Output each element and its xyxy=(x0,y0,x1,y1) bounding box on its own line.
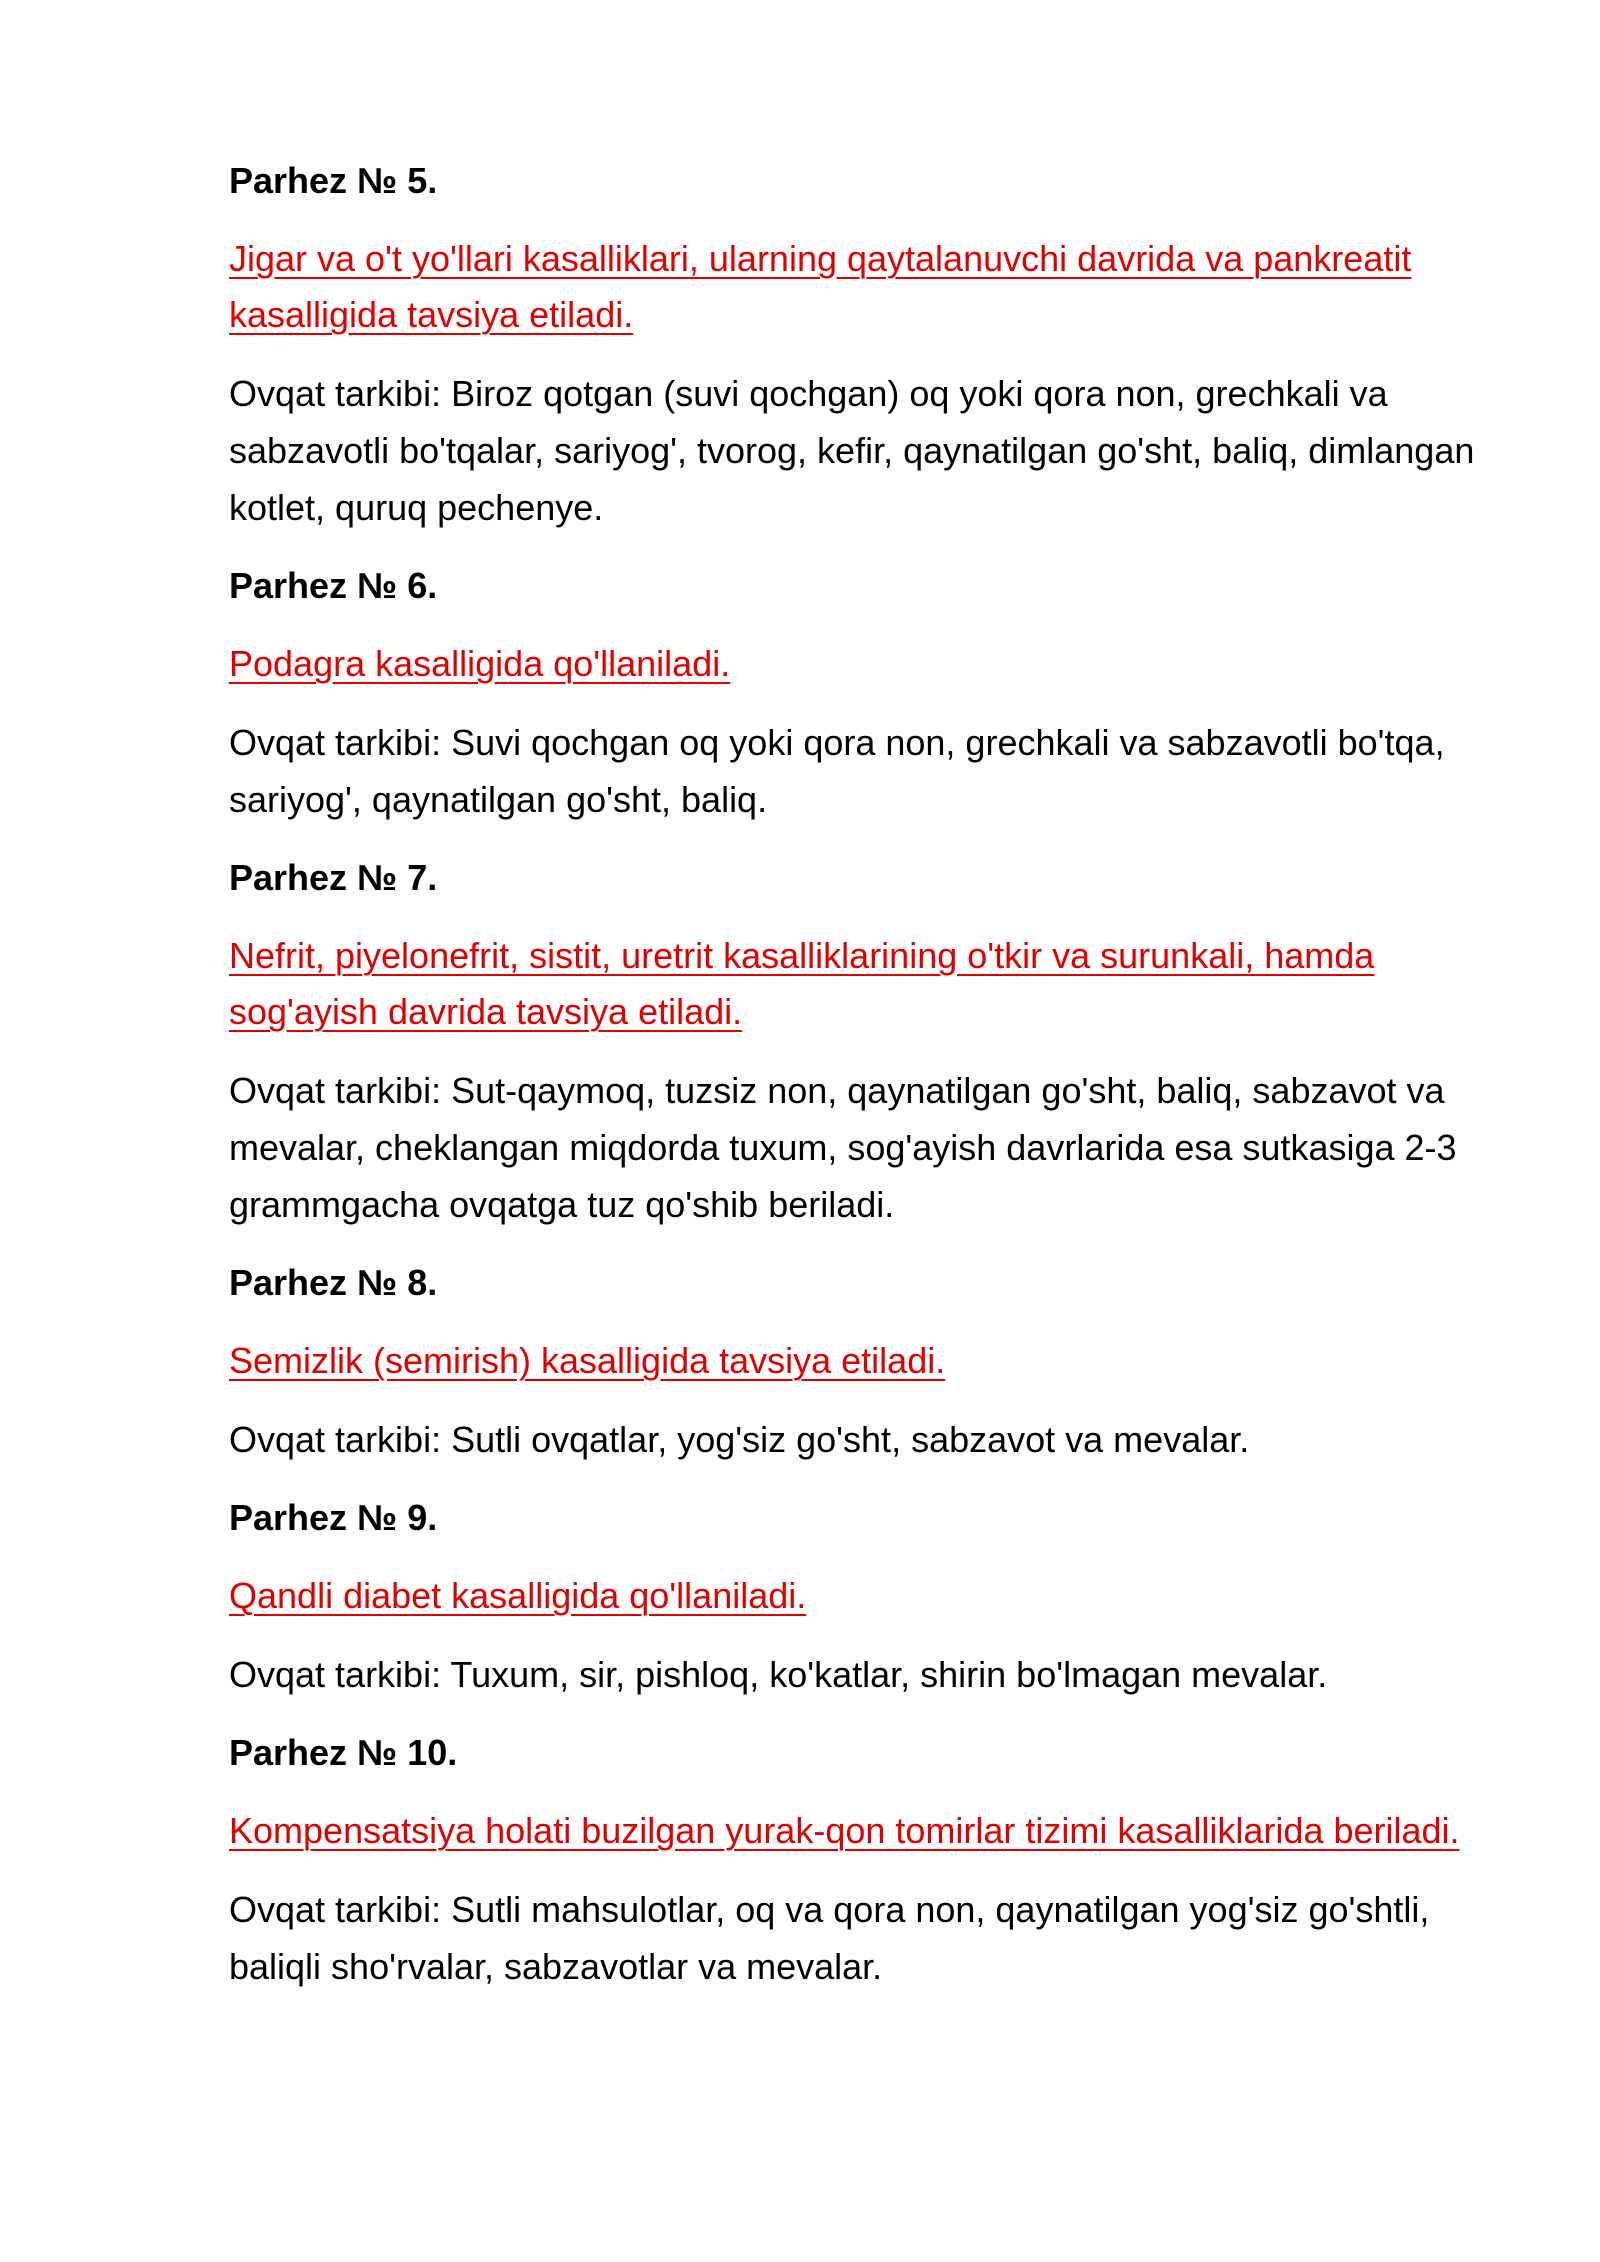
diet-heading: Parhez № 5. xyxy=(229,160,438,201)
diet-section-6 xyxy=(229,558,1480,828)
diet-indication: Qandli diabet kasalligida qo'llaniladi. xyxy=(229,1575,807,1616)
diet-heading: Parhez № 7. xyxy=(229,857,438,898)
diet-composition: Ovqat tarkibi: Sutli ovqatlar, yog'siz go'sht, sabzavot va mevalar. xyxy=(229,1419,1250,1460)
diet-section-8 xyxy=(229,1255,1480,1468)
diet-indication: Semizlik (semirish) kasalligida tavsiya etiladi. xyxy=(229,1340,946,1381)
diet-heading: Parhez № 8. xyxy=(229,1262,438,1303)
diet-indication: Nefrit, piyelonefrit, sistit, uretrit kasalliklarining o'tkir va surunkali, hamda sog'ayish davrida tavsiya etiladi. xyxy=(229,935,1375,1032)
diet-indication: Kompensatsiya holati buzilgan yurak-qon tomirlar tizimi kasalliklarida beriladi. xyxy=(229,1810,1460,1851)
diet-section-9 xyxy=(229,1490,1480,1703)
diet-indication: Jigar va o't yo'llari kasalliklari, ularning qaytalanuvchi davrida va pankreatit kasalligida tavsiya etiladi. xyxy=(229,238,1412,335)
diet-section-7 xyxy=(229,850,1480,1233)
diet-composition: Ovqat tarkibi: Suvi qochgan oq yoki qora non, grechkali va sabzavotli bo'tqa, sariyog', qaynatilgan go'sht, baliq. xyxy=(229,722,1445,820)
diet-heading: Parhez № 10. xyxy=(229,1732,458,1773)
diet-section-10 xyxy=(229,1725,1480,1995)
diet-composition: Ovqat tarkibi: Tuxum, sir, pishloq, ko'katlar, shirin bo'lmagan mevalar. xyxy=(229,1654,1328,1695)
diet-indication: Podagra kasalligida qo'llaniladi. xyxy=(229,643,731,684)
diet-heading: Parhez № 6. xyxy=(229,565,438,606)
diet-heading: Parhez № 9. xyxy=(229,1497,438,1538)
diet-composition: Ovqat tarkibi: Biroz qotgan (suvi qochgan) oq yoki qora non, grechkali va sabzavotli bo'tqalar, sariyog', tvorog, kefir, qaynatilgan go'sht, baliq, dimlangan kotlet, quruq pechenye. xyxy=(229,373,1475,528)
diet-section-5 xyxy=(229,153,1480,536)
diet-composition: Ovqat tarkibi: Sutli mahsulotlar, oq va qora non, qaynatilgan yog'siz go'shtli, baliqli sho'rvalar, sabzavotlar va mevalar. xyxy=(229,1889,1430,1987)
diet-composition: Ovqat tarkibi: Sut-qaymoq, tuzsiz non, qaynatilgan go'sht, baliq, sabzavot va mevalar, cheklangan miqdorda tuxum, sog'ayish davrlarida esa sutkasiga 2-3 grammgacha ovqatga tuz qo'shib beriladi. xyxy=(229,1070,1457,1225)
